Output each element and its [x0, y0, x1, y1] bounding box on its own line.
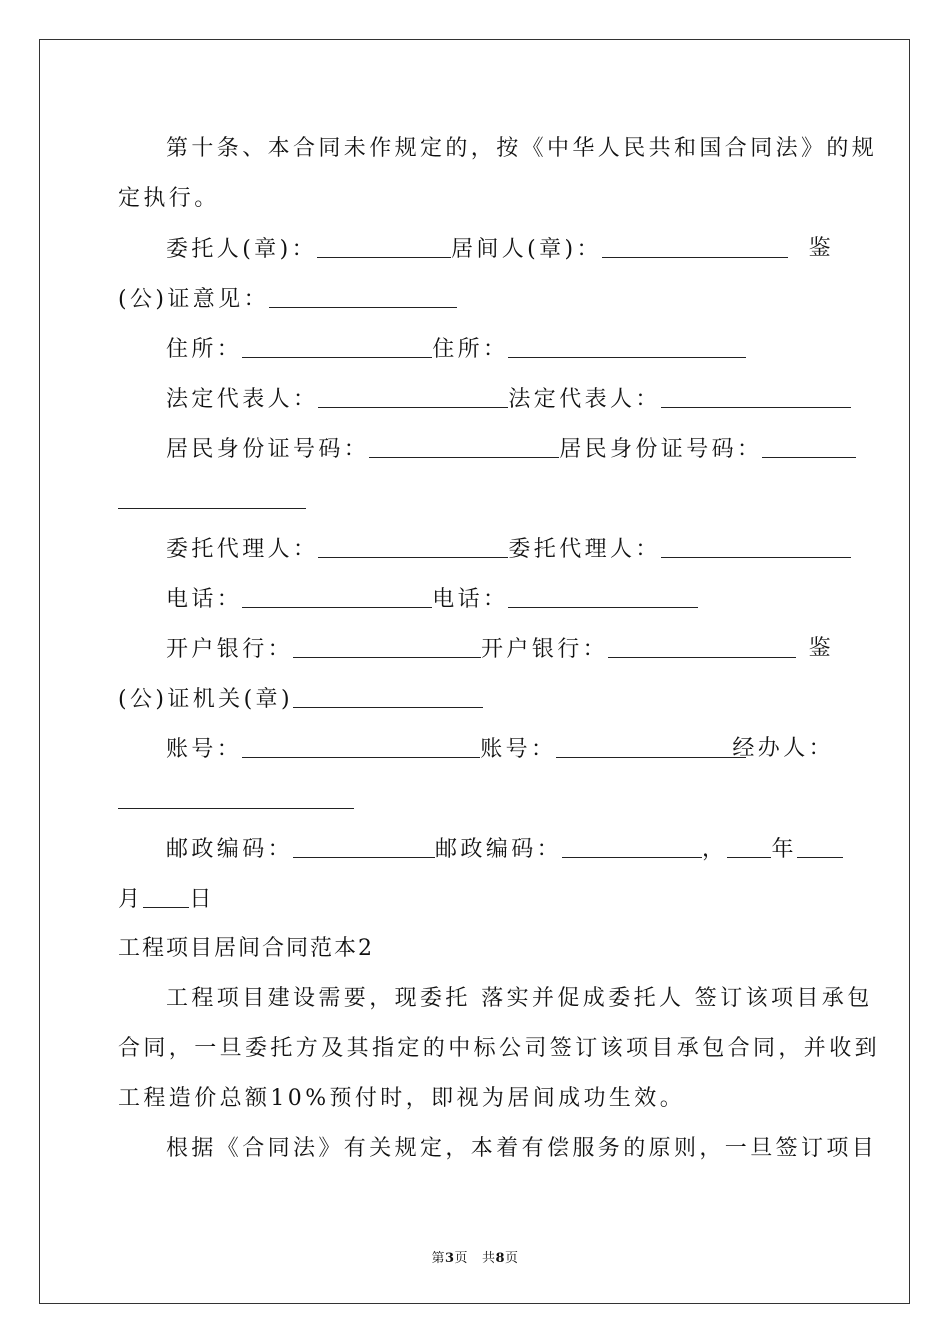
- label-notary-opinion: (公)证意见：: [118, 287, 269, 312]
- blank-id-number-2: [762, 434, 856, 456]
- label-notary-char-2: 鉴: [808, 636, 834, 661]
- label-bank-2: 开户银行：: [481, 637, 609, 662]
- label-notary-office: (公)证机关(章): [118, 687, 293, 712]
- page-border: [39, 39, 910, 1304]
- footer-di: 第: [431, 1251, 445, 1266]
- label-account-1: 账号：: [166, 737, 243, 762]
- blank-id-number-1: [369, 434, 559, 456]
- label-notary-char: 鉴: [808, 236, 834, 261]
- blank-account-1: [242, 734, 480, 756]
- blank-year: [727, 834, 771, 856]
- label-broker-seal: 居间人(章)：: [450, 237, 602, 262]
- blank-bank-2: [608, 634, 796, 656]
- blank-agent-1: [318, 534, 508, 556]
- label-handler: 经办人：: [732, 736, 834, 761]
- blank-legal-rep-2: [661, 384, 851, 406]
- notary-opinion-row: [118, 284, 834, 314]
- agent-row: [166, 534, 882, 564]
- label-postcode-2: 邮政编码：: [435, 837, 563, 862]
- paragraph-2-line1: 工程项目建设需要，现委托 落实并促成委托人 签订该项目承包: [166, 986, 873, 1011]
- blank-legal-rep-1: [318, 384, 508, 406]
- label-legal-rep-2: 法定代表人：: [508, 387, 661, 412]
- label-month: 月: [118, 887, 144, 912]
- blank-agent-2: [661, 534, 851, 556]
- comma: ，: [702, 837, 728, 862]
- footer-gong: 共: [481, 1251, 496, 1266]
- legal-rep-row: [166, 384, 882, 414]
- label-address-1: 住所：: [166, 337, 243, 362]
- section-heading: 工程项目居间合同范本2: [118, 936, 374, 961]
- clause-ten-line2: 定执行。: [118, 186, 220, 211]
- label-year: 年: [771, 837, 797, 862]
- blank-handler: [118, 807, 354, 809]
- blank-month: [797, 834, 843, 856]
- blank-phone-2: [508, 584, 698, 606]
- label-account-2: 账号：: [480, 737, 557, 762]
- blank-broker-seal: [602, 234, 788, 256]
- blank-postcode-1: [293, 834, 435, 856]
- blank-bank-1: [293, 634, 481, 656]
- blank-day: [143, 884, 189, 906]
- blank-postcode-2: [562, 834, 702, 856]
- page-footer: [0, 1247, 950, 1266]
- paragraph-2-line2: 合同，一旦委托方及其指定的中标公司签订该项目承包合同，并收到: [118, 1036, 881, 1061]
- label-id-number-2: 居民身份证号码：: [559, 437, 763, 462]
- footer-ye-2: 页: [505, 1251, 519, 1266]
- account-row: [166, 734, 834, 764]
- bank-row: [166, 634, 834, 664]
- blank-address-1: [242, 334, 432, 356]
- label-bank-1: 开户银行：: [166, 637, 294, 662]
- label-phone-2: 电话：: [432, 587, 509, 612]
- footer-total-pages: 8: [495, 1251, 506, 1266]
- notary-office-row: [118, 684, 834, 714]
- id-number-row: [166, 434, 882, 464]
- label-agent-1: 委托代理人：: [166, 537, 319, 562]
- label-legal-rep-1: 法定代表人：: [166, 387, 319, 412]
- blank-principal-seal: [317, 234, 451, 256]
- blank-id-number-2-cont: [118, 507, 306, 509]
- footer-page-number: 3: [444, 1251, 455, 1266]
- label-postcode-1: 邮政编码：: [166, 837, 294, 862]
- postcode-row: [166, 834, 834, 864]
- label-address-2: 住所：: [432, 337, 509, 362]
- label-id-number-1: 居民身份证号码：: [166, 437, 370, 462]
- phone-row: [166, 584, 882, 614]
- footer-ye: 页: [454, 1251, 469, 1266]
- label-agent-2: 委托代理人：: [508, 537, 661, 562]
- blank-account-2: [556, 734, 746, 756]
- address-row: [166, 334, 882, 364]
- blank-address-2: [508, 334, 746, 356]
- paragraph-3-line1: 根据《合同法》有关规定，本着有偿服务的原则，一旦签订项目: [166, 1136, 878, 1161]
- label-phone-1: 电话：: [166, 587, 243, 612]
- blank-notary-office: [293, 684, 483, 706]
- blank-phone-1: [242, 584, 432, 606]
- date-row: [118, 884, 834, 914]
- label-day: 日: [189, 887, 215, 912]
- signature-row-1: [166, 234, 834, 264]
- blank-notary-opinion: [269, 284, 457, 306]
- label-principal-seal: 委托人(章)：: [166, 237, 317, 262]
- clause-ten-line1: 第十条、本合同未作规定的，按《中华人民共和国合同法》的规: [166, 136, 878, 161]
- paragraph-2-line3: 工程造价总额10%预付时，即视为居间成功生效。: [118, 1086, 686, 1111]
